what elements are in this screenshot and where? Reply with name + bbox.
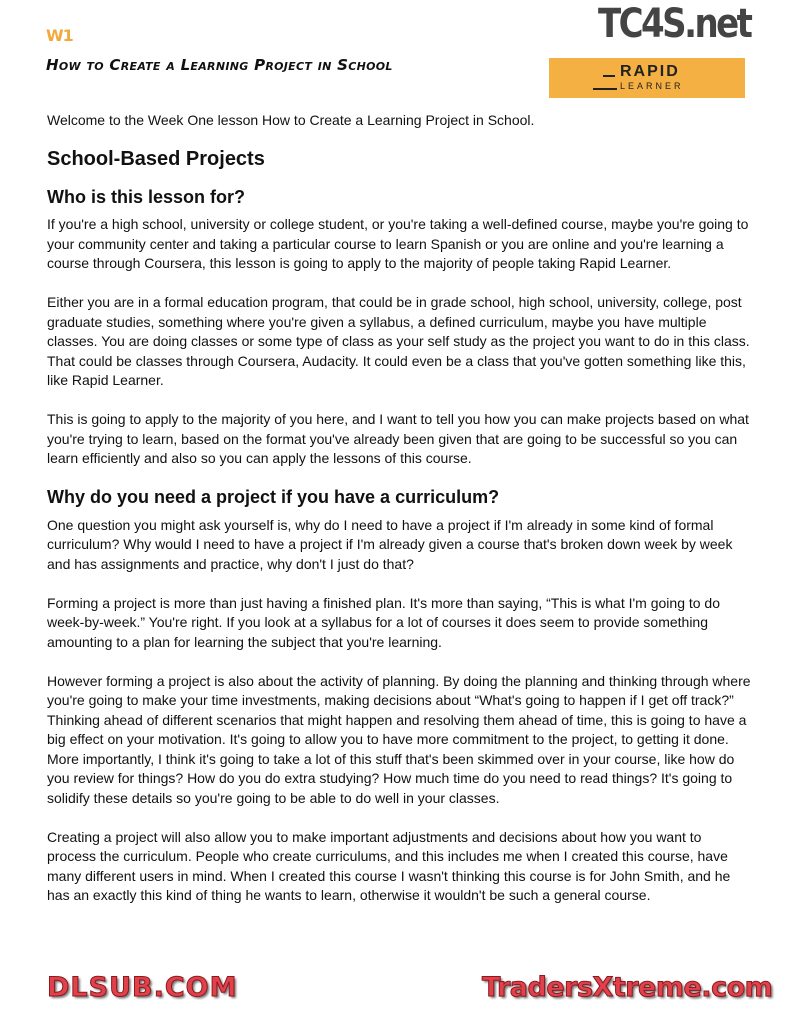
logo-bar [593,88,617,90]
paragraph: Creating a project will also allow you to make important adjustments and decisions about how you want to process the curriculum. People who create curriculums, and this includes me when I created this course, have many different users in mind. When I created this course I wasn't thinking this course is for John Smith, and he has an exactly this kind of thing he wants to learn, otherwise it wouldn't be such a general course. [47,828,731,903]
paragraph: Either you are in a formal education program, that could be in grade school, high school, university, college, post graduate studies, something where you're given a syllabus, a defined curriculum, maybe you have multiple classes. You are doing classes or some type of class as your self study as the project you want to do in this class. That could be classes through Coursera, Audacity. It could even be a class that you've gotten something like this, like Rapid Learner. [47,294,750,388]
paragraph: One question you might ask yourself is, why do I need to have a project if I'm already in some kind of formal curriculum? Why would I need to have a project if I'm already given a course that's broken down week by week and has assignments and practice, why don't I just do that? [47,516,733,572]
section-title: School-Based Projects [47,148,265,170]
paragraph: However forming a project is also about the activity of planning. By doing the planning and thinking through where you're going to make your time investments, making decisions about “What's going to happen if I get off track?” Thinking ahead of different scenarios that might happen and resolving them ahead of time, this is going to have a big effect on your motivation. It's going to allow you to have more commitment to the project, to getting it done. More importantly, I think it's going to take a lot of this stuff that's been skimmed over in your course, like how do you review for things? How do you do extra studying? How much time do you need to read things? It's going to solidify these details so you're going to be able to do well in your classes. [47,672,751,806]
intro-text: Welcome to the Week One lesson How to Create a Learning Project in School. [47,112,535,128]
watermark-tradersxtreme: TradersXtreme.com [482,972,773,1003]
document-body [47,111,752,925]
watermark-dlsub: DLSUB.COM [47,972,238,1003]
paragraph: If you're a high school, university or college student, or you're taking a well-defined course, maybe you're going to your community center and taking a particular course to learn Spanish or you are online and you're learning a course through Coursera, this lesson is going to apply to the majority of people taking Rapid Learner. [47,216,749,271]
logo-top: RAPID [620,63,680,80]
logo-bar [603,75,615,77]
section-heading: Who is this lesson for? [47,186,246,207]
logo-bottom: LEARNER [620,81,684,91]
watermark-tc4s: TC4S.net [598,1,751,47]
section-heading: Why do you need a project if you have a curriculum? [47,487,500,507]
week-label: W1 [46,26,73,45]
paragraph: This is going to apply to the majority of you here, and I want to tell you how you can make projects based on what you're trying to learn, based on the format you've already been given that are going to be successful so you can learn efficiently and also so you can apply the lessons of this course. [47,411,749,466]
paragraph: Forming a project is more than just having a finished plan. It's more than saying, “This is what I'm going to do week-by-week.” You're right. If you look at a syllabus for a lot of courses it does seem to provide something amounting to a plan for learning the subject that you're learning. [47,594,721,650]
document-title: How to Create a Learning Project in School [46,56,393,74]
rapid-learner-logo [549,58,745,98]
